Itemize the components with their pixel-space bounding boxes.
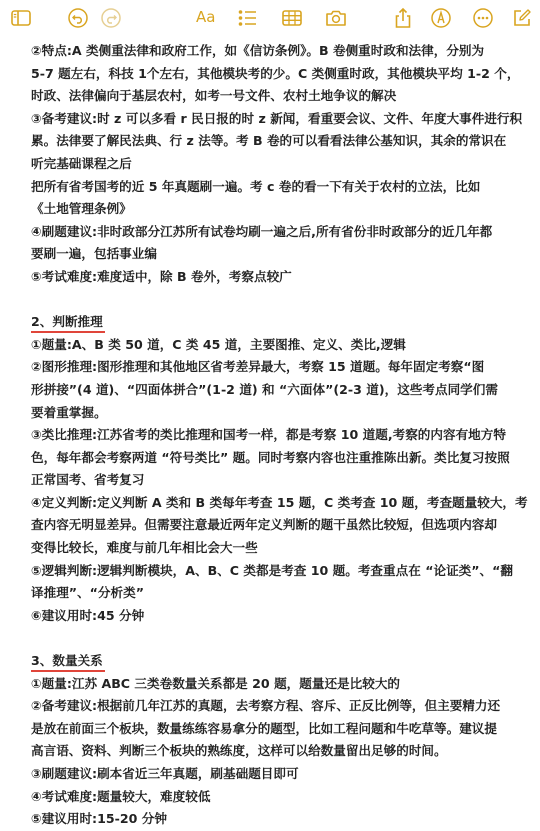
text-line: 译推理”、“分析类” <box>31 585 144 601</box>
text-line: 是放在前面三个板块，数量练练容易拿分的题型，比如工程问题和牛吃草等。建议提 <box>31 720 497 736</box>
section-heading-text: 2、判断推理 <box>31 311 103 334</box>
text-line: ④考试难度:题量较大，难度较低 <box>31 788 211 804</box>
markup-icon[interactable] <box>430 7 452 29</box>
table-icon[interactable] <box>281 7 303 29</box>
compose-icon[interactable] <box>511 7 533 29</box>
text-line: ⑤考试难度:难度适中，除 B 卷外，考察点较广 <box>31 268 292 284</box>
more-icon[interactable] <box>472 7 494 29</box>
text-line: ⑤建议用时:15-20 分钟 <box>31 811 167 827</box>
text-line: 要着重掌握。 <box>31 404 107 420</box>
blank-line <box>31 627 531 650</box>
text-line: 累。法律要了解民法典、行 z 法等。考 B 卷的可以看看法律公基知识，其余的常识在 <box>31 133 507 149</box>
text-line: 时政、法律偏向于基层农村，如考一号文件、农村土地争议的解决 <box>31 88 397 104</box>
blank-line <box>31 289 531 312</box>
share-icon[interactable] <box>392 7 414 29</box>
text-format-icon[interactable]: Aa <box>196 8 216 26</box>
text-line: ①题量:A、B 类 50 道，C 类 45 道，主要图推、定义、类比,逻辑 <box>31 336 406 352</box>
text-line: ①题量:江苏 ABC 三类卷数量关系都是 20 题，题量还是比较大的 <box>31 675 401 691</box>
text-line: 变得比较长，难度与前几年相比会大一些 <box>31 540 258 556</box>
section-heading <box>31 311 531 334</box>
text-line: 色，每年都会考察两道 “符号类比” 题。同时考察内容也注重推陈出新。类比复习按照 <box>31 449 510 465</box>
text-line: ⑤逻辑判断:逻辑判断模块，A、B、C 类都是考查 10 题。考查重点在 “论证类”、“翻 <box>31 562 513 578</box>
text-line: ④定义判断:定义判断 A 类和 B 类每年考查 15 题，C 类考查 10 题，考查题量较大，考 <box>31 494 528 510</box>
section-heading <box>31 650 531 673</box>
note-body[interactable] <box>31 40 531 831</box>
text-line: ②图形推理:图形推理和其他地区省考差异最大，考察 15 道题。每年固定考察“图 <box>31 359 485 375</box>
section-heading-text: 3、数量关系 <box>31 650 103 673</box>
heading-underline <box>31 670 105 672</box>
text-line: ④刷题建议:非时政部分江苏所有试卷均刷一遍之后,所有省份非时政部分的近几年都 <box>31 223 493 239</box>
text-line: 把所有省考国考的近 5 年真题刷一遍。考 c 卷的看一下有关于农村的立法，比如 <box>31 178 481 194</box>
text-line: 5-7 题左右，科技 1个左右，其他模块考的少。C 类侧重时政，其他模块平均 1-2 个， <box>31 65 520 81</box>
text-line: 查内容无明显差异。但需要注意最近两年定义判断的题干虽然比较短，但选项内容却 <box>31 517 497 533</box>
text-line: 要刷一遍，包括事业编 <box>31 246 157 262</box>
camera-icon[interactable] <box>325 7 347 29</box>
undo-icon[interactable] <box>67 7 89 29</box>
heading-underline <box>31 331 105 333</box>
text-line: ③类比推理:江苏省考的类比推理和国考一样，都是考察 10 道题,考察的内容有地方特 <box>31 427 506 443</box>
text-line: ②备考建议:根据前几年江苏的真题，去考察方程、容斥、正反比例等，但主要精力还 <box>31 698 501 714</box>
text-line: 正常国考、省考复习 <box>31 472 145 488</box>
text-line: 《土地管理条例》 <box>31 201 132 217</box>
text-line: 形拼接”(4 道)、“四面体拼合”(1-2 道) 和 “六面体”(2-3 道)，这些考点同学们需 <box>31 381 498 397</box>
text-line: ⑥建议用时:45 分钟 <box>31 607 145 623</box>
text-line: 听完基础课程之后 <box>31 155 132 171</box>
redo-icon[interactable] <box>100 7 122 29</box>
sidebar-icon[interactable] <box>10 7 32 29</box>
text-line: ③备考建议:时 z 可以多看 r 民日报的时 z 新闻，看重要会议、文件、年度大事件进行积 <box>31 110 523 126</box>
text-line: ②特点:A 类侧重法律和政府工作，如《信访条例》。B 卷侧重时政和法律，分别为 <box>31 43 485 58</box>
text-line: 高言语、资料、判断三个板块的熟练度，这样可以给数量留出足够的时间。 <box>31 743 447 759</box>
text-line: ③刷题建议:刷本省近三年真题，刷基础题目即可 <box>31 766 299 781</box>
notes-toolbar <box>0 0 540 36</box>
checklist-icon[interactable] <box>236 7 258 29</box>
